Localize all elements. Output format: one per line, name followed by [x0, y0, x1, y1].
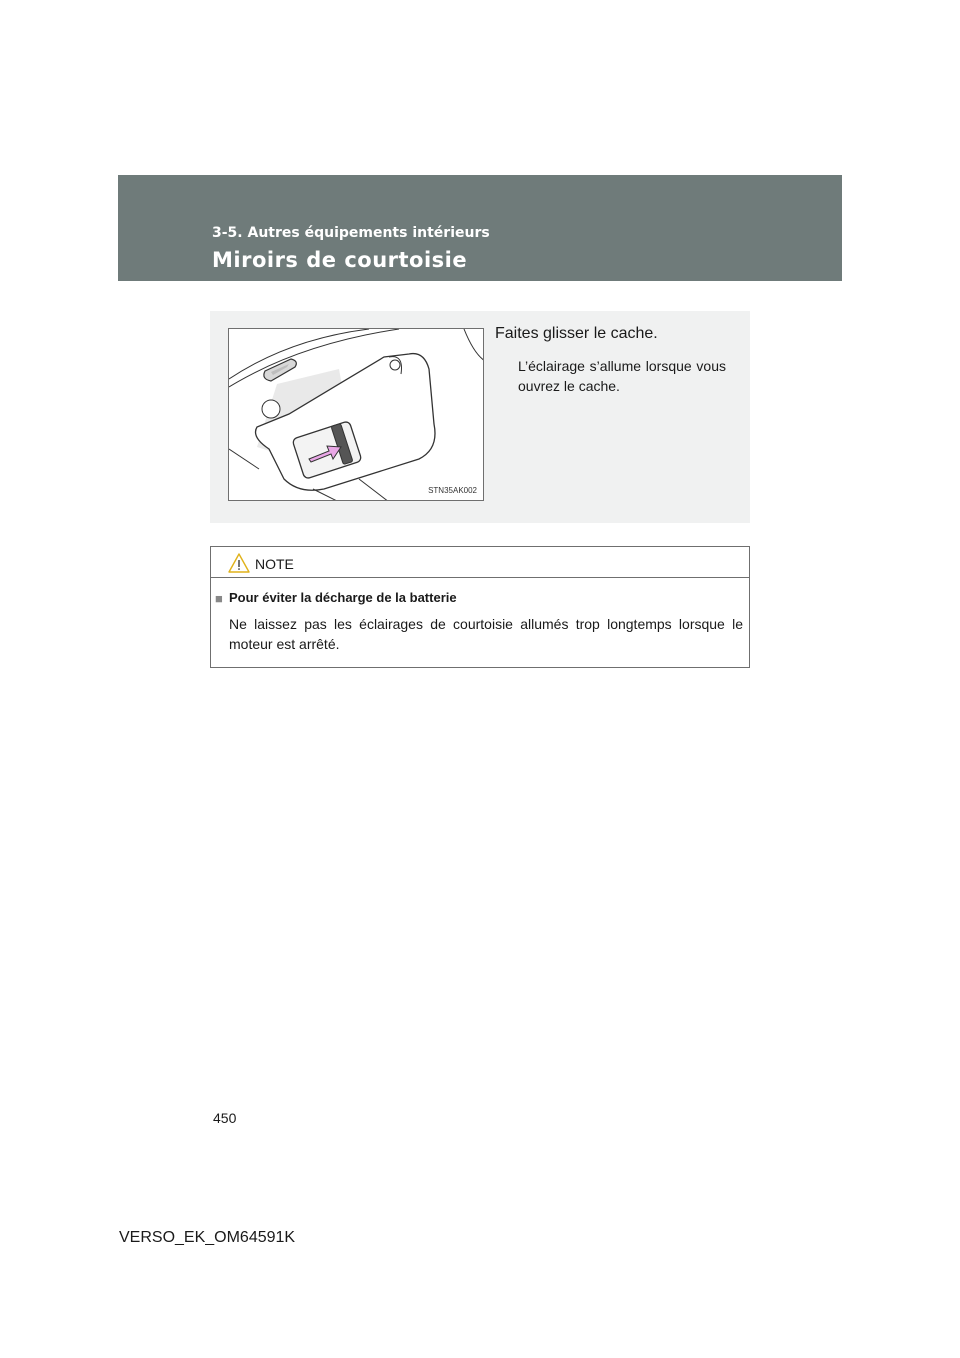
- note-subheading: Pour éviter la décharge de la batterie: [229, 590, 457, 605]
- section-label: 3-5. Autres équipements intérieurs: [212, 225, 490, 241]
- section-header-band: [118, 175, 842, 281]
- note-box: [210, 546, 750, 668]
- figure-code: STN35AK002: [428, 486, 477, 495]
- vanity-mirror-illustration: [228, 328, 484, 501]
- note-label: NOTE: [255, 556, 294, 572]
- note-header: [211, 547, 749, 578]
- sun-visor-drawing: [229, 329, 484, 501]
- page-number: 450: [213, 1110, 237, 1126]
- manual-code: VERSO_EK_OM64591K: [119, 1229, 296, 1246]
- instruction-step: Faites glisser le cache.: [495, 325, 658, 342]
- bullet-square-icon: ■: [215, 591, 223, 606]
- warning-triangle-icon: [228, 553, 250, 573]
- page-title: Miroirs de courtoisie: [212, 248, 468, 272]
- note-body: Ne laissez pas les éclairages de courtoisie allumés trop longtemps lorsque le moteur est arrêté.: [229, 616, 743, 652]
- instruction-panel: [210, 311, 750, 523]
- instruction-detail: L’éclairage s’allume lorsque vous ouvrez le cache.: [518, 358, 726, 394]
